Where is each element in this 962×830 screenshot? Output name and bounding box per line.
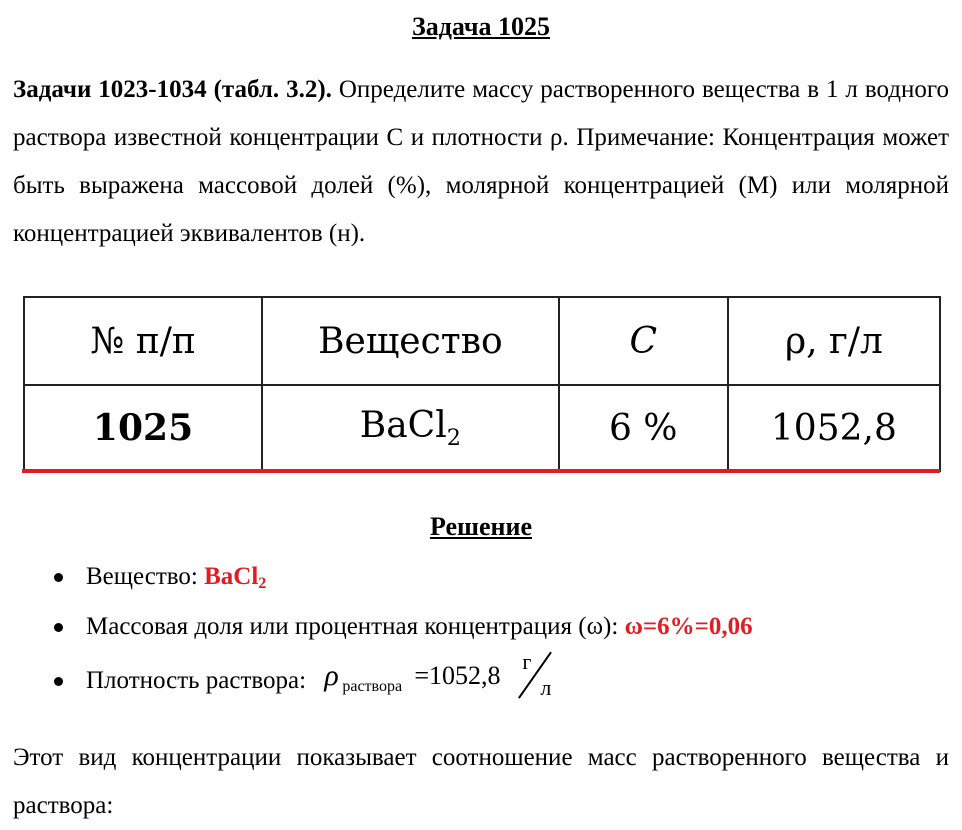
formula-unit-numerator: г [522,649,532,675]
bullet-icon [54,677,63,686]
list-item-substance [0,552,962,602]
intro-text: Определите массу растворенного вещества в 1 л водного раствора известной концентрации C и плотности ρ. Примечание: Концентрация может быть выражена массовой долей (%), молярной концентрацией (M) или молярной концентрацией эквивалентов (н). [13,76,949,247]
cell-concentration: 6 % [559,385,728,471]
data-table [23,296,941,472]
mass-fraction-value: ω=6%=0,06 [624,613,753,640]
solution-title: Решение [429,512,533,541]
header-density: ρ, г/л [728,297,940,385]
intro-bold-label: Задачи 1023-1034 (табл. 3.2). [13,76,332,103]
table-row [24,385,940,471]
substance-value [204,563,267,593]
substance-value-sub: 2 [258,574,267,593]
density-label: Плотность раствора: [86,667,313,694]
table-red-underline [22,469,940,473]
header-number: № п/п [24,297,262,385]
list-item-density [0,649,962,710]
mass-fraction-label: Массовая доля или процентная концентрация (ω): [86,613,625,640]
substance-value-main: BaCl [204,563,259,590]
cell-density: 1052,8 [728,385,940,471]
table-header-row [24,297,940,385]
cell-substance-sub: 2 [446,424,461,451]
cell-substance-main: BaCl [359,405,447,447]
cell-substance [262,385,559,471]
page-title: Задача 1025 [412,12,550,41]
outro-paragraph: Этот вид концентрации показывает соотношение масс растворенного вещества и раствора: [13,744,949,819]
cell-number: 1025 [24,385,262,471]
bullet-icon [54,573,63,582]
header-substance: Вещество [262,297,559,385]
intro-paragraph [13,66,949,258]
bullet-icon [54,623,63,632]
substance-label: Вещество: [86,563,205,590]
formula-value: =1052,8 [414,661,501,691]
solution-list [0,552,962,710]
density-formula [324,649,584,709]
formula-unit-denominator: л [540,675,552,701]
formula-rho: ρ [324,659,339,693]
formula-rho-subscript: раствора [342,678,403,696]
header-concentration: C [559,297,728,385]
list-item-mass-fraction [0,602,962,652]
